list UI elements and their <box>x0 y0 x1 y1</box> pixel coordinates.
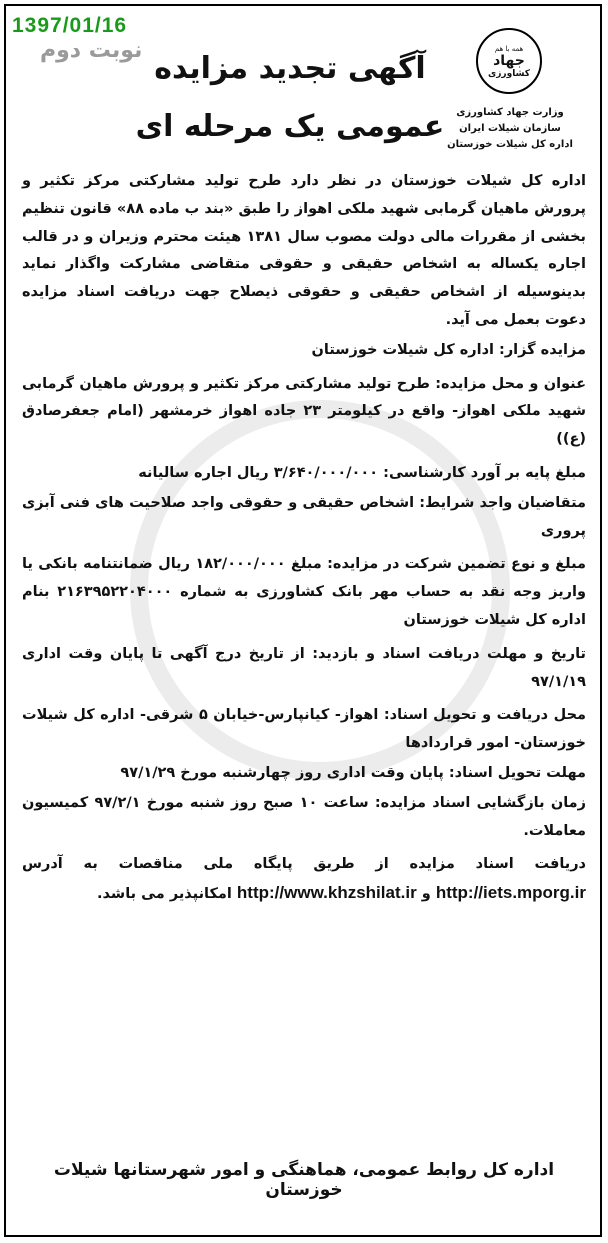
logo-word-jahad: جهاد <box>493 52 525 69</box>
title-line-2: عمومی یک مرحله ای <box>135 109 445 144</box>
base-price-line: مبلغ پایه بر آورد کارشناسی: ۳/۶۴۰/۰۰۰/۰۰۰ ریال اجاره سالیانه <box>138 464 586 481</box>
online-prefix: دریافت اسناد مزایده از طریق پایگاه ملی مناقصات به آدرس <box>22 856 586 873</box>
khzshilat-link[interactable]: http://www.khzshilat.ir <box>236 883 417 903</box>
round-label: نوبت دوم <box>40 38 143 63</box>
intro-paragraph: اداره کل شیلات خوزستان در نظر دارد طرح تولید مشارکتی مرکز تکثیر و پرورش ماهیان گرمابی شهید ملکی اهواز را طبق «بند ب ماده ۸۸» قانون تنظیم بخشی از مقررات مالی دولت مصوب سال ۱۳۸۱ هیئت محترم وزیران و در قالب اجاره یکساله به اشخاص حقیقی و حقوقی متقاضی مشارکت واگذار نماید بدینوسیله از اشخاص حقیقی و حقوقی ذیصلاح جهت دریافت اسناد مزایده دعوت بعمل می آید. <box>22 173 587 328</box>
iets-link[interactable]: http://iets.mporg.ir <box>435 883 586 903</box>
footer-publisher: اداره کل روابط عمومی، هماهنگی و امور شهرستانها شیلات خوزستان <box>53 1160 555 1200</box>
online-paragraph <box>22 851 586 909</box>
and-word: و <box>421 886 431 903</box>
logo-word-keshavarzi: کشاورزی <box>488 68 530 79</box>
receipt-place-paragraph: محل دریافت و تحویل اسناد: اهواز- کیانپارس-خیابان ۵ شرقی- اداره کل شیلات خوزستان- امور قراردادها <box>22 707 586 752</box>
publish-date: 1397/01/16 <box>12 14 128 37</box>
logo-slogan: همه با هم <box>494 44 524 53</box>
org-organization: سازمان شیلات ایران <box>459 123 561 134</box>
receipt-deadline-paragraph: تاریخ و مهلت دریافت اسناد و بازدید: از تاریخ درج آگهی تا پایان وقت اداری ۹۷/۱/۱۹ <box>22 645 586 690</box>
guarantee-paragraph: مبلغ و نوع تضمین شرکت در مزایده: مبلغ ۱۸۲/۰۰۰/۰۰۰ ریال ضمانتنامه بانکی یا واریز وجه نقد به حساب مهر بانک کشاورزی به شماره ۲۱۶۳۹۵۲۲۰۴۰۰۰ بنام اداره کل شیلات خوزستان <box>22 556 586 628</box>
opening-paragraph: زمان بازگشایی اسناد مزایده: ساعت ۱۰ صبح روز شنبه مورخ ۹۷/۲/۱ کمیسیون معاملات. <box>22 794 586 839</box>
title-line-1: آگهی تجدید مزایده <box>154 51 426 86</box>
jahad-logo <box>476 28 542 94</box>
org-ministry: وزارت جهاد کشاورزی <box>456 107 564 118</box>
page-title <box>100 40 480 156</box>
auctioneer-line: مزایده گزار: اداره کل شیلات خوزستان <box>311 341 586 358</box>
advertisement-body <box>22 168 586 911</box>
org-department: اداره کل شیلات خوزستان <box>447 139 573 150</box>
delivery-deadline-line: مهلت تحویل اسناد: پایان وقت اداری روز چهارشنبه مورخ ۹۷/۱/۲۹ <box>120 764 586 781</box>
subject-paragraph: عنوان و محل مزایده: طرح تولید مشارکتی مرکز تکثیر و پرورش ماهیان گرمابی شهید ملکی اهواز- واقع در کیلومتر ۲۳ جاده اهواز خرمشهر (امام جعفرصادق (ع)) <box>22 375 586 448</box>
eligibility-paragraph: متقاضیان واجد شرایط: اشخاص حقیقی و حقوقی واجد صلاحیت های فنی آبزی پروری <box>22 494 586 539</box>
online-suffix: امکانپذیر می باشد. <box>97 886 232 903</box>
